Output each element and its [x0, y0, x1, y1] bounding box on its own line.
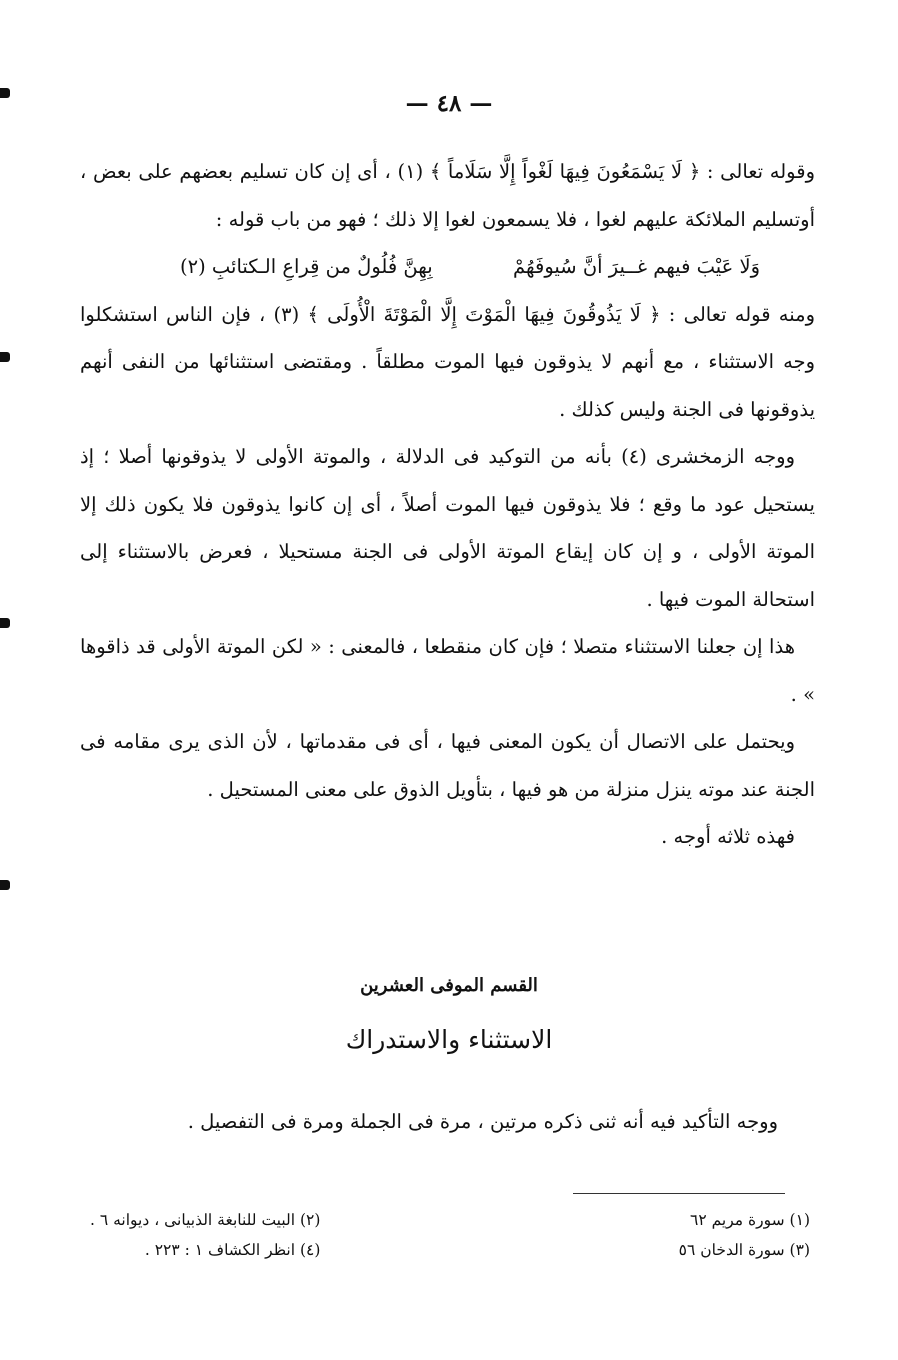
footnote: (٤) انظر الكشاف ١ : ٢٢٣ . — [144, 1241, 321, 1259]
footnotes-right-column — [679, 1205, 810, 1265]
paragraph: وقوله تعالى : ﴿ لَا يَسْمَعُونَ فِيهَا لَغْواً إِلَّا سَلَاماً ﴾ (١) ، أى إن كان تسليم بعضهم على بعض ، أوتسليم الملائكة عليهم لغوا ، فلا يسمعون لغوا إلا ذلك ؛ فهو من باب قوله : — [80, 160, 815, 231]
paragraph: ووجه الزمخشرى (٤) بأنه من التوكيد فى الدلالة ، والموتة الأولى لا يذوقونها أصلا ؛ إذ يستحيل عود ما وقع ؛ فلا يذوقون فيها الموت أصلاً ، أى إن كانوا يذوقون فلا يكون ذلك إلا الموتة الأولى ، و إن كان إيقاع الموتة الأولى فى الجنة مستحيلا ، فعرض بالاستثناء إلى استحالة الموت فيها . — [80, 445, 815, 611]
footnote: (٢) البيت للنابغة الذبيانى ، ديوانه ٦ . — [90, 1211, 321, 1229]
page-edge-mark — [0, 352, 10, 362]
footnote: (٣) سورة الدخان ٥٦ — [678, 1241, 810, 1259]
poetry-verse — [80, 243, 815, 291]
main-text — [80, 148, 815, 861]
footnote-divider — [573, 1193, 785, 1194]
paragraph: ومنه قوله تعالى : ﴿ لَا يَذُوقُونَ فِيهَا الْمَوْتَ إِلَّا الْمَوْتَةَ الْأُولَى ﴾ (٣) ، فإن الناس استشكلوا وجه الاستثناء ، مع أنهم لا يذوقون فيها الموت مطلقاً . ومقتضى استثنائها من النفى أنهم يذوقونها فى الجنة وليس كذلك . — [80, 302, 815, 421]
verse-second-hemistich: بِهِنَّ فُلُولٌ من قِراعِ الـكتائبِ (٢) — [180, 255, 433, 278]
paragraph: فهذه ثلاثه أوجه . — [661, 825, 795, 848]
section-text: ووجه التأكيد فيه أنه ثنى ذكره مرتين ، مرة فى الجملة ومرة فى التفصيل . — [187, 1110, 778, 1133]
page-number: — ٤٨ — — [405, 90, 493, 117]
verse-first-hemistich: وَلَا عَيْبَ فيهم غــيرَ أنَّ سُيوفَهُمْ — [513, 255, 760, 278]
footnote: (١) سورة مريم ٦٢ — [690, 1211, 810, 1229]
paragraph: هذا إن جعلنا الاستثناء متصلا ؛ فإن كان منقطعا ، فالمعنى : « لكن الموتة الأولى قد ذاقوها » . — [80, 635, 815, 706]
footnotes — [90, 1205, 810, 1265]
page-edge-mark — [0, 880, 10, 890]
footnotes-left-column — [90, 1205, 320, 1265]
section-title: الاستثناء والاستدراك — [345, 1025, 553, 1054]
section-heading: القسم الموفى العشرين — [360, 975, 538, 996]
paragraph: ويحتمل على الاتصال أن يكون المعنى فيها ، أى فى مقدماتها ، لأن الذى يرى مقامه فى الجنة عند موته ينزل منزلة من هو فيها ، بتأويل الذوق على معنى المستحيل . — [80, 730, 815, 801]
page-edge-mark — [0, 618, 10, 628]
